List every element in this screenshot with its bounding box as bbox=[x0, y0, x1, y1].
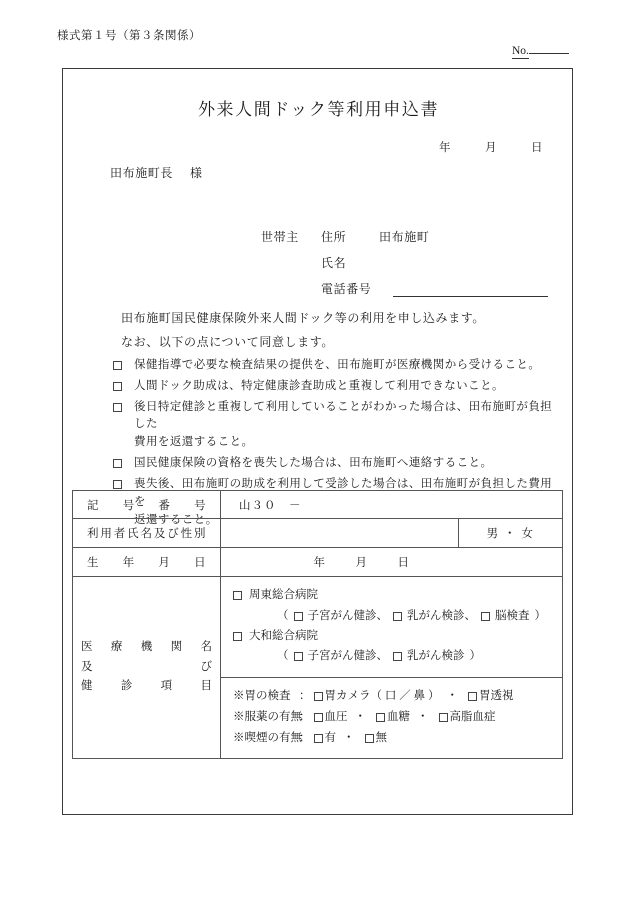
row-label-kigo-bango bbox=[73, 491, 221, 519]
checkbox-icon[interactable] bbox=[481, 612, 490, 621]
close-paren: ） bbox=[469, 650, 481, 663]
label-char: 及 bbox=[153, 528, 166, 540]
checkbox-icon[interactable] bbox=[113, 459, 122, 468]
note-separator: ・ bbox=[354, 710, 366, 723]
householder-address-row bbox=[261, 219, 548, 245]
exam-option: 子宮がん健診、 bbox=[307, 609, 388, 622]
consent-line-1: 保健指導で必要な検査結果の提供を、田布施町が医療機関から受けること。 bbox=[134, 359, 541, 371]
form-frame bbox=[62, 68, 573, 815]
note-option: 血圧 bbox=[324, 710, 348, 723]
table-row bbox=[73, 491, 563, 519]
document-number-blank[interactable] bbox=[529, 52, 569, 54]
open-paren: （ bbox=[277, 609, 289, 622]
note-option: 血糖 bbox=[387, 710, 410, 723]
label-char: 者 bbox=[113, 528, 126, 540]
label-char: 目 bbox=[200, 680, 212, 693]
hospital-0-exams bbox=[233, 606, 562, 627]
checkbox-icon[interactable] bbox=[233, 591, 242, 600]
note-option: 有 bbox=[324, 732, 336, 745]
table-row bbox=[73, 577, 563, 759]
label-char: 療 bbox=[110, 641, 123, 654]
row-label-birthdate-chars bbox=[81, 554, 212, 570]
note-colon: ： bbox=[299, 689, 311, 702]
label-char: 号 bbox=[194, 499, 206, 512]
table-row bbox=[73, 548, 563, 577]
institution-inner bbox=[221, 577, 562, 758]
exam-option: 脳検査 bbox=[495, 609, 530, 622]
note-smoking bbox=[233, 728, 562, 749]
exam-option: 乳がん検診 bbox=[407, 650, 465, 663]
checkbox-icon[interactable] bbox=[393, 652, 402, 661]
label-char: 機 bbox=[140, 641, 153, 654]
consent-line-2: 費用を返還すること。 bbox=[134, 436, 254, 449]
note-key: ※服薬の有無 bbox=[233, 710, 302, 723]
consent-item[interactable] bbox=[113, 378, 563, 396]
label-char: び bbox=[167, 528, 180, 540]
addressee-name: 田布施町長 bbox=[110, 166, 174, 180]
note-colon: ： bbox=[299, 710, 311, 723]
date-month-label: 月 bbox=[485, 142, 497, 154]
label-char: 月 bbox=[158, 557, 171, 569]
label-char: 年 bbox=[122, 557, 135, 569]
checkbox-icon[interactable] bbox=[113, 480, 122, 489]
checkbox-icon[interactable] bbox=[365, 734, 374, 743]
birthdate-month-label: 月 bbox=[355, 557, 368, 569]
applicant-details-table bbox=[72, 490, 563, 759]
label-char: 名 bbox=[200, 641, 212, 654]
label-char: 医 bbox=[81, 641, 93, 654]
checkbox-icon[interactable] bbox=[113, 382, 122, 391]
hospital-name: 大和総合病院 bbox=[249, 629, 318, 642]
label-char: 用 bbox=[100, 528, 113, 540]
note-key: ※喫煙の有無 bbox=[233, 732, 302, 745]
table-row bbox=[73, 519, 563, 548]
exam-option: 乳がん検診、 bbox=[407, 609, 476, 622]
label-char: 項 bbox=[160, 680, 173, 693]
consent-item[interactable] bbox=[113, 399, 563, 452]
label-char: 氏 bbox=[127, 528, 140, 540]
checkbox-icon[interactable] bbox=[314, 713, 323, 722]
label-char: 健 bbox=[81, 680, 93, 693]
form-code-label: 様式第１号（第３条関係） bbox=[57, 30, 201, 42]
checkbox-icon[interactable] bbox=[468, 692, 477, 701]
document-number-label: No. bbox=[512, 45, 529, 57]
householder-label: 世帯主 bbox=[261, 230, 299, 244]
note-separator: ・ bbox=[417, 710, 429, 723]
householder-address-value[interactable]: 田布施町 bbox=[379, 230, 430, 244]
consent-line-1: 後日特定健診と重複して利用していることがわかった場合は、田布施町が負担した bbox=[134, 400, 553, 431]
note-colon: ： bbox=[299, 732, 311, 745]
label-char: 生 bbox=[87, 557, 99, 569]
label-char: 名 bbox=[140, 528, 153, 540]
kigo-bango-value[interactable]: 山３０ － bbox=[221, 491, 563, 519]
label-char: 関 bbox=[170, 641, 183, 654]
note-option: 胃透視 bbox=[479, 689, 514, 702]
checkbox-icon[interactable] bbox=[439, 713, 448, 722]
date-day-label: 日 bbox=[531, 142, 543, 154]
consent-line-1: 喪失後、田布施町の助成を利用して受診した場合は、田布施町が負担した費用を bbox=[134, 477, 553, 508]
householder-block bbox=[261, 219, 548, 297]
label-char: 番 bbox=[158, 499, 171, 512]
addressee bbox=[110, 164, 203, 181]
label-char: び bbox=[200, 660, 212, 673]
label-char: 記 bbox=[87, 499, 99, 512]
note-separator: ・ bbox=[343, 732, 355, 745]
label-char: 号 bbox=[122, 499, 135, 512]
checkbox-icon[interactable] bbox=[294, 652, 303, 661]
user-name-input[interactable] bbox=[221, 519, 459, 548]
note-option: 高脂血症 bbox=[449, 710, 496, 723]
hospital-1-exams bbox=[233, 646, 562, 667]
birthdate-day-label: 日 bbox=[397, 557, 410, 569]
consent-item-text bbox=[134, 378, 563, 396]
row-label-institution bbox=[73, 577, 221, 759]
note-medication bbox=[233, 707, 562, 728]
body-paragraph-2: なお、以下の点について同意します。 bbox=[121, 335, 335, 349]
note-key: ※胃の検査 bbox=[233, 689, 291, 702]
institution-label-line-2 bbox=[81, 658, 212, 678]
householder-tel-row bbox=[261, 271, 548, 297]
householder-address-key: 住所 bbox=[321, 230, 347, 244]
close-paren: ） bbox=[534, 609, 546, 622]
institution-options-cell bbox=[221, 577, 563, 759]
consent-line-2: 返還すること。 bbox=[134, 513, 218, 526]
consent-item-text bbox=[134, 399, 563, 452]
row-label-birthdate bbox=[73, 548, 221, 577]
label-char: 診 bbox=[120, 680, 133, 693]
row-label-user-name-gender-chars bbox=[81, 525, 212, 541]
hospital-option-shuto[interactable] bbox=[233, 586, 562, 606]
householder-name-row bbox=[261, 245, 548, 271]
consent-item-text bbox=[134, 455, 563, 473]
label-char: 及 bbox=[81, 660, 93, 673]
checkbox-icon[interactable] bbox=[113, 361, 122, 370]
page-title: 外来人間ドック等利用申込書 bbox=[197, 100, 440, 119]
checkbox-icon[interactable] bbox=[393, 612, 402, 621]
hospital-options-block bbox=[221, 577, 562, 678]
checkbox-icon[interactable] bbox=[294, 612, 303, 621]
note-separator: ・ bbox=[446, 689, 458, 702]
document-number-field[interactable] bbox=[512, 45, 569, 59]
date-year-label: 年 bbox=[439, 142, 451, 154]
institution-label-line-3 bbox=[81, 677, 212, 697]
open-paren: （ bbox=[277, 650, 289, 663]
exam-option: 子宮がん健診、 bbox=[307, 650, 388, 663]
checkbox-icon[interactable] bbox=[113, 403, 122, 412]
note-stomach-exam bbox=[233, 686, 562, 707]
checkbox-icon[interactable] bbox=[314, 734, 323, 743]
addressee-honorific: 様 bbox=[190, 166, 203, 180]
notes-block bbox=[221, 678, 562, 759]
institution-label-line-1 bbox=[81, 638, 212, 658]
row-label-kigo-bango-chars bbox=[81, 497, 212, 513]
note-option: 無 bbox=[375, 732, 387, 745]
hospital-name: 周東総合病院 bbox=[249, 589, 318, 601]
label-char: 日 bbox=[194, 557, 206, 569]
birthdate-year-label: 年 bbox=[313, 557, 326, 569]
checkbox-icon[interactable] bbox=[314, 692, 323, 701]
checkbox-icon[interactable] bbox=[376, 713, 385, 722]
row-label-user-name-gender bbox=[73, 519, 221, 548]
body-paragraph-1: 田布施町国民健康保険外来人間ドック等の利用を申し込みます。 bbox=[121, 311, 485, 325]
birthdate-input[interactable] bbox=[221, 548, 563, 577]
label-char: 性 bbox=[180, 528, 193, 540]
note-option: 胃カメラ（ 口 ／ 鼻 ） bbox=[324, 689, 440, 702]
consent-item[interactable] bbox=[113, 357, 563, 375]
application-date-row bbox=[63, 139, 543, 155]
label-char: 利 bbox=[87, 528, 99, 540]
consent-item-text bbox=[134, 357, 563, 375]
consent-line-1: 人間ドック助成は、特定健康診査助成と重複して利用できないこと。 bbox=[134, 379, 504, 392]
consent-item[interactable] bbox=[113, 455, 563, 473]
householder-tel-input[interactable] bbox=[393, 283, 548, 297]
consent-line-1: 国民健康保険の資格を喪失した場合は、田布施町へ連絡すること。 bbox=[134, 457, 493, 470]
hospital-option-yamato[interactable] bbox=[233, 627, 562, 647]
householder-tel-key: 電話番号 bbox=[321, 282, 372, 296]
householder-name-key: 氏名 bbox=[321, 256, 347, 270]
checkbox-icon[interactable] bbox=[233, 632, 242, 641]
gender-selector[interactable]: 男 ・ 女 bbox=[459, 519, 563, 548]
label-char: 別 bbox=[194, 528, 206, 540]
